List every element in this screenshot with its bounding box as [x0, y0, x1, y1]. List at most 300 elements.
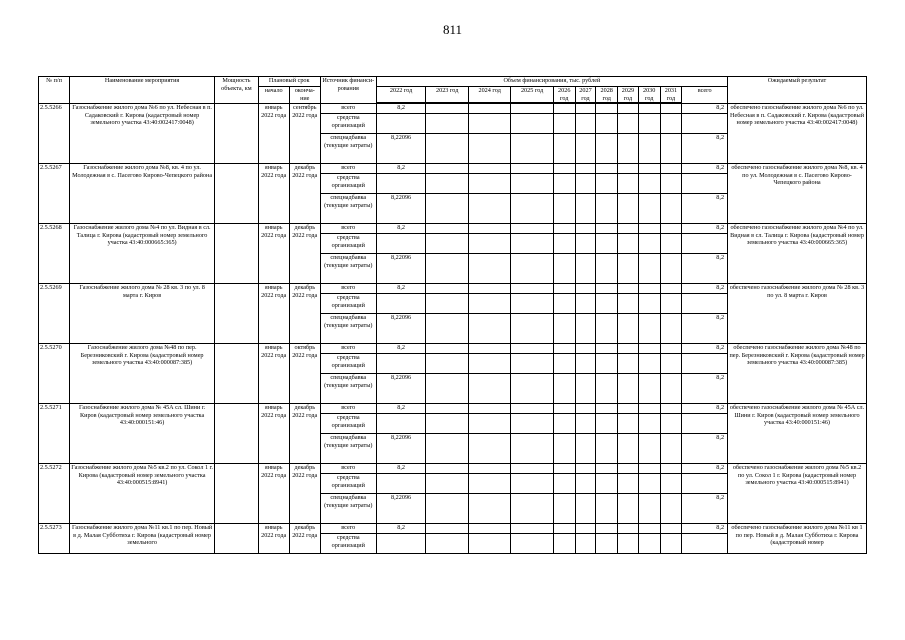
table-cell [468, 494, 510, 524]
table-row [39, 164, 867, 174]
table-cell [618, 354, 639, 374]
table-cell [468, 464, 510, 474]
header-year: 2025 год [511, 87, 553, 103]
row-start: январь 2022 года [258, 404, 289, 464]
table-cell [618, 374, 639, 404]
table-cell [376, 234, 426, 254]
table-cell [660, 114, 682, 134]
table-cell [596, 134, 618, 164]
table-cell [511, 534, 553, 554]
row-capacity [215, 224, 259, 284]
table-cell [511, 254, 553, 284]
table-cell [553, 224, 575, 234]
value-total: 8,2 [682, 404, 728, 414]
header-start: начало [258, 87, 289, 104]
table-cell [511, 354, 553, 374]
header-funding: Объем финансирования, тыс. рублей [376, 77, 727, 87]
table-cell [660, 374, 682, 404]
table-row [39, 464, 867, 474]
row-start: январь 2022 года [258, 344, 289, 404]
value-total: 8,2 [682, 224, 728, 234]
row-start: январь 2022 года [258, 224, 289, 284]
table-cell [553, 374, 575, 404]
value-total: 8,2 [682, 524, 728, 534]
table-cell [426, 194, 468, 224]
row-result: обеспечено газоснабжение жилого дома № 28 кв. 3 по ул. 8 марта г. Киров [728, 284, 867, 344]
table-cell [468, 104, 510, 114]
header-year: 2031 год [660, 87, 682, 103]
table-cell [638, 254, 660, 284]
table-cell [426, 104, 468, 114]
table-cell [468, 234, 510, 254]
row-capacity [215, 104, 259, 164]
table-cell [426, 524, 468, 534]
table-cell [468, 314, 510, 344]
table-cell [468, 224, 510, 234]
table-cell [638, 494, 660, 524]
table-cell [660, 474, 682, 494]
table-cell [638, 294, 660, 314]
table-row [39, 344, 867, 354]
table-cell [511, 414, 553, 434]
row-end: декабрь 2022 года [289, 164, 320, 224]
table-cell [575, 174, 596, 194]
table-cell [376, 534, 426, 554]
row-end: октябрь 2022 года [289, 344, 320, 404]
special-2022: 8,22096 [376, 194, 426, 224]
special-2022: 8,22096 [376, 254, 426, 284]
row-capacity [215, 404, 259, 464]
table-cell [682, 534, 728, 554]
source-total: всего [320, 164, 376, 174]
table-cell [575, 164, 596, 174]
value-total: 8,2 [682, 284, 728, 294]
value-2022: 8,2 [376, 224, 426, 234]
table-cell [618, 344, 639, 354]
table-cell [553, 344, 575, 354]
table-cell [426, 414, 468, 434]
table-cell [575, 494, 596, 524]
table-cell [660, 254, 682, 284]
source-total: всего [320, 524, 376, 534]
table-cell [575, 524, 596, 534]
table-cell [553, 254, 575, 284]
table-cell [426, 434, 468, 464]
table-cell [376, 354, 426, 374]
row-number: 2.5.5272 [39, 464, 70, 524]
table-cell [376, 174, 426, 194]
table-cell [553, 464, 575, 474]
table-cell [682, 294, 728, 314]
header-year: 2023 год [426, 87, 468, 103]
table-cell [511, 104, 553, 114]
row-end: декабрь 2022 года [289, 284, 320, 344]
header-year: 2024 год [468, 87, 510, 103]
row-name: Газоснабжение жилого дома № 45А сл. Шини г. Киров (кадастровый номер земельного участка 43:40:000151:46) [70, 404, 215, 464]
table-cell [553, 164, 575, 174]
source-total: всего [320, 404, 376, 414]
table-cell [638, 434, 660, 464]
source-total: всего [320, 284, 376, 294]
source-special: спецнадбавка (текущие затраты) [320, 434, 376, 464]
row-end: декабрь 2022 года [289, 404, 320, 464]
table-cell [618, 434, 639, 464]
table-cell [511, 134, 553, 164]
table-cell [426, 494, 468, 524]
table-cell [511, 474, 553, 494]
source-special: спецнадбавка (текущие затраты) [320, 134, 376, 164]
table-cell [426, 464, 468, 474]
special-2022: 8,22096 [376, 314, 426, 344]
row-name: Газоснабжение жилого дома №5 кв.2 по ул. Сокол 1 г. Кирова (кадастровый номер земельного участка 43:40:000515:8941) [70, 464, 215, 524]
table-cell [553, 354, 575, 374]
table-cell [618, 194, 639, 224]
table-cell [511, 234, 553, 254]
header-capacity: Мощность объекта, км [215, 77, 259, 104]
header-year: 2026 год [553, 87, 575, 103]
table-cell [618, 174, 639, 194]
row-result: обеспечено газоснабжение жилого дома №6 по ул. Небесная в п. Садаковский г. Кирова (кадастровый номер земельного участка 43:40:002417:0048) [728, 104, 867, 164]
table-cell [553, 434, 575, 464]
table-cell [660, 524, 682, 534]
header-year: 2027 год [575, 87, 596, 103]
table-header [39, 77, 867, 104]
table-cell [511, 524, 553, 534]
table-cell [575, 114, 596, 134]
table-cell [638, 404, 660, 414]
table-cell [638, 284, 660, 294]
table-cell [426, 114, 468, 134]
table-cell [468, 344, 510, 354]
table-cell [660, 134, 682, 164]
row-start: январь 2022 года [258, 524, 289, 554]
table-body [39, 104, 867, 554]
table-cell [426, 404, 468, 414]
table-cell [618, 314, 639, 344]
table-cell [660, 464, 682, 474]
table-cell [553, 494, 575, 524]
table-cell [511, 284, 553, 294]
value-2022: 8,2 [376, 464, 426, 474]
table-cell [596, 344, 618, 354]
source-orgs: средства организаций [320, 474, 376, 494]
header-source: Источник финанси-рования [320, 77, 376, 104]
table-cell [660, 494, 682, 524]
header-name: Наименование мероприятия [70, 77, 215, 104]
table-row [39, 104, 867, 114]
table-cell [682, 414, 728, 434]
table-cell [426, 314, 468, 344]
source-special: спецнадбавка (текущие затраты) [320, 494, 376, 524]
source-total: всего [320, 464, 376, 474]
value-2022: 8,2 [376, 404, 426, 414]
row-number: 2.5.5266 [39, 104, 70, 164]
row-end: декабрь 2022 года [289, 224, 320, 284]
table-cell [575, 314, 596, 344]
table-cell [553, 534, 575, 554]
table-cell [682, 114, 728, 134]
value-2022: 8,2 [376, 524, 426, 534]
source-orgs: средства организаций [320, 414, 376, 434]
special-total: 8,2 [682, 494, 728, 524]
table-cell [426, 164, 468, 174]
row-name: Газоснабжение жилого дома № 28 кв. 3 по ул. 8 марта г. Киров [70, 284, 215, 344]
table-cell [618, 494, 639, 524]
source-orgs: средства организаций [320, 234, 376, 254]
table-cell [660, 434, 682, 464]
row-start: январь 2022 года [258, 164, 289, 224]
row-result: обеспечено газоснабжение жилого дома №4 по ул. Видная в сл. Талица г. Кирова (кадастровый номер земельного участка 43:40:000665:365) [728, 224, 867, 284]
table-cell [660, 314, 682, 344]
table-row [39, 524, 867, 534]
table-cell [511, 434, 553, 464]
table-cell [638, 114, 660, 134]
table-cell [596, 414, 618, 434]
table-cell [660, 344, 682, 354]
table-cell [660, 294, 682, 314]
table-cell [468, 434, 510, 464]
table-cell [618, 534, 639, 554]
special-2022: 8,22096 [376, 494, 426, 524]
table-cell [638, 194, 660, 224]
source-total: всего [320, 224, 376, 234]
row-result: обеспечено газоснабжение жилого дома №5 кв.2 по ул. Сокол 1 г. Кирова (кадастровый номер земельного участка 43:40:000515:8941) [728, 464, 867, 524]
table-cell [376, 474, 426, 494]
table-cell [511, 314, 553, 344]
special-total: 8,2 [682, 194, 728, 224]
table-cell [618, 114, 639, 134]
header-end: оконча-ние [289, 87, 320, 104]
special-total: 8,2 [682, 374, 728, 404]
row-number: 2.5.5270 [39, 344, 70, 404]
table-cell [575, 374, 596, 404]
table-cell [682, 234, 728, 254]
header-year: 2030 год [638, 87, 660, 103]
table-cell [376, 114, 426, 134]
table-cell [596, 284, 618, 294]
table-cell [660, 284, 682, 294]
table-cell [638, 354, 660, 374]
source-orgs: средства организаций [320, 534, 376, 554]
table-cell [596, 194, 618, 224]
table-cell [596, 294, 618, 314]
table-cell [553, 414, 575, 434]
table-cell [468, 134, 510, 164]
source-total: всего [320, 344, 376, 354]
row-end: декабрь 2022 года [289, 524, 320, 554]
table-cell [638, 464, 660, 474]
value-total: 8,2 [682, 164, 728, 174]
value-2022: 8,2 [376, 284, 426, 294]
table-cell [511, 194, 553, 224]
table-cell [511, 494, 553, 524]
table-cell [596, 374, 618, 404]
table-cell [376, 414, 426, 434]
table-cell [468, 254, 510, 284]
table-cell [553, 404, 575, 414]
source-orgs: средства организаций [320, 174, 376, 194]
table-cell [660, 104, 682, 114]
table-cell [426, 344, 468, 354]
header-year: 2028 год [596, 87, 618, 103]
row-result: обеспечено газоснабжение жилого дома №8, кв. 4 по ул. Молодежная в с. Пасегово Кирово-Чепецкого района [728, 164, 867, 224]
value-total: 8,2 [682, 344, 728, 354]
source-orgs: средства организаций [320, 114, 376, 134]
row-capacity [215, 464, 259, 524]
table-cell [468, 374, 510, 404]
source-special: спецнадбавка (текущие затраты) [320, 254, 376, 284]
table-cell [575, 344, 596, 354]
table-cell [575, 194, 596, 224]
row-capacity [215, 344, 259, 404]
special-total: 8,2 [682, 134, 728, 164]
table-row [39, 404, 867, 414]
table-cell [682, 474, 728, 494]
table-cell [575, 404, 596, 414]
table-cell [575, 534, 596, 554]
table-cell [426, 354, 468, 374]
table-cell [638, 174, 660, 194]
table-cell [426, 224, 468, 234]
funding-table [38, 76, 867, 554]
table-cell [638, 474, 660, 494]
table-cell [511, 344, 553, 354]
table-cell [596, 224, 618, 234]
table-cell [426, 134, 468, 164]
table-cell [511, 164, 553, 174]
table-cell [468, 534, 510, 554]
table-cell [376, 294, 426, 314]
special-total: 8,2 [682, 254, 728, 284]
row-number: 2.5.5271 [39, 404, 70, 464]
row-capacity [215, 164, 259, 224]
table-cell [575, 434, 596, 464]
table-cell [682, 354, 728, 374]
table-cell [660, 224, 682, 234]
row-name: Газоснабжение жилого дома №48 по пер. Березниковский г. Кирова (кадастровый номер земельного участка 43:40:000087:385) [70, 344, 215, 404]
table-cell [468, 114, 510, 134]
table-cell [575, 414, 596, 434]
special-2022: 8,22096 [376, 134, 426, 164]
table-cell [638, 224, 660, 234]
table-cell [638, 534, 660, 554]
table-cell [553, 234, 575, 254]
row-result: обеспечено газоснабжение жилого дома № 45А сл. Шини г. Киров (кадастровый номер земельного участка 43:40:000151:46) [728, 404, 867, 464]
table-cell [511, 114, 553, 134]
table-cell [660, 534, 682, 554]
table-cell [596, 174, 618, 194]
table-cell [468, 194, 510, 224]
table-cell [660, 164, 682, 174]
row-capacity [215, 524, 259, 554]
row-name: Газоснабжение жилого дома №4 по ул. Видная в сл. Талица г. Кирова (кадастровый номер земельного участка 43:40:000665:365) [70, 224, 215, 284]
table-cell [618, 294, 639, 314]
table-cell [511, 404, 553, 414]
page-number: 811 [442, 22, 463, 37]
row-capacity [215, 284, 259, 344]
table-cell [553, 474, 575, 494]
table-cell [553, 294, 575, 314]
row-name: Газоснабжение жилого дома №8, кв. 4 по ул. Молодежная в с. Пасегово Кирово-Чепецкого района [70, 164, 215, 224]
table-cell [596, 164, 618, 174]
source-special: спецнадбавка (текущие затраты) [320, 374, 376, 404]
special-total: 8,2 [682, 434, 728, 464]
table-cell [468, 474, 510, 494]
row-start: январь 2022 года [258, 284, 289, 344]
table-cell [638, 414, 660, 434]
table-cell [575, 294, 596, 314]
table-cell [468, 174, 510, 194]
table-cell [426, 284, 468, 294]
table-cell [553, 114, 575, 134]
table-cell [575, 464, 596, 474]
row-result: обеспечено газоснабжение жилого дома №11 кв 1 по пер. Новый в д. Малая Субботиха г. Кирова (кадастровый номер [728, 524, 867, 554]
row-start: январь 2022 года [258, 104, 289, 164]
table-cell [553, 174, 575, 194]
table-cell [468, 524, 510, 534]
table-cell [511, 224, 553, 234]
table-cell [575, 134, 596, 164]
table-cell [660, 354, 682, 374]
table-cell [618, 404, 639, 414]
table-cell [426, 234, 468, 254]
table-cell [618, 524, 639, 534]
table-cell [596, 534, 618, 554]
table-cell [618, 414, 639, 434]
table-cell [426, 474, 468, 494]
table-cell [596, 254, 618, 284]
table-cell [638, 234, 660, 254]
value-2022: 8,2 [376, 164, 426, 174]
table-cell [638, 134, 660, 164]
row-number: 2.5.5273 [39, 524, 70, 554]
table-cell [618, 134, 639, 164]
header-period: Плановый срок [258, 77, 320, 87]
table-cell [553, 314, 575, 344]
table-cell [426, 374, 468, 404]
table-cell [638, 164, 660, 174]
table-cell [596, 464, 618, 474]
table-cell [575, 354, 596, 374]
row-name: Газоснабжение жилого дома №6 по ул. Небесная в п. Садаковский г. Кирова (кадастровый номер земельного участка 43:40:002417:0048) [70, 104, 215, 164]
table-cell [618, 224, 639, 234]
table-cell [618, 234, 639, 254]
table-cell [638, 344, 660, 354]
table-cell [575, 224, 596, 234]
value-total: 8,2 [682, 104, 728, 114]
table-cell [660, 414, 682, 434]
table-cell [618, 284, 639, 294]
row-end: сентябрь 2022 года [289, 104, 320, 164]
value-2022: 8,2 [376, 344, 426, 354]
header-result: Ожидаемый результат [728, 77, 867, 104]
table-cell [618, 474, 639, 494]
table-cell [596, 524, 618, 534]
table-cell [618, 254, 639, 284]
table-cell [511, 174, 553, 194]
special-2022: 8,22096 [376, 434, 426, 464]
table-cell [596, 474, 618, 494]
table-cell [468, 284, 510, 294]
header-year: 2029 год [618, 87, 639, 103]
row-result: обеспечено газоснабжение жилого дома №48 по пер. Березниковский г. Кирова (кадастровый номер земельного участка 43:40:000087:385) [728, 344, 867, 404]
row-number: 2.5.5267 [39, 164, 70, 224]
table-cell [618, 464, 639, 474]
table-cell [575, 284, 596, 294]
table-cell [468, 164, 510, 174]
table-cell [468, 404, 510, 414]
special-total: 8,2 [682, 314, 728, 344]
